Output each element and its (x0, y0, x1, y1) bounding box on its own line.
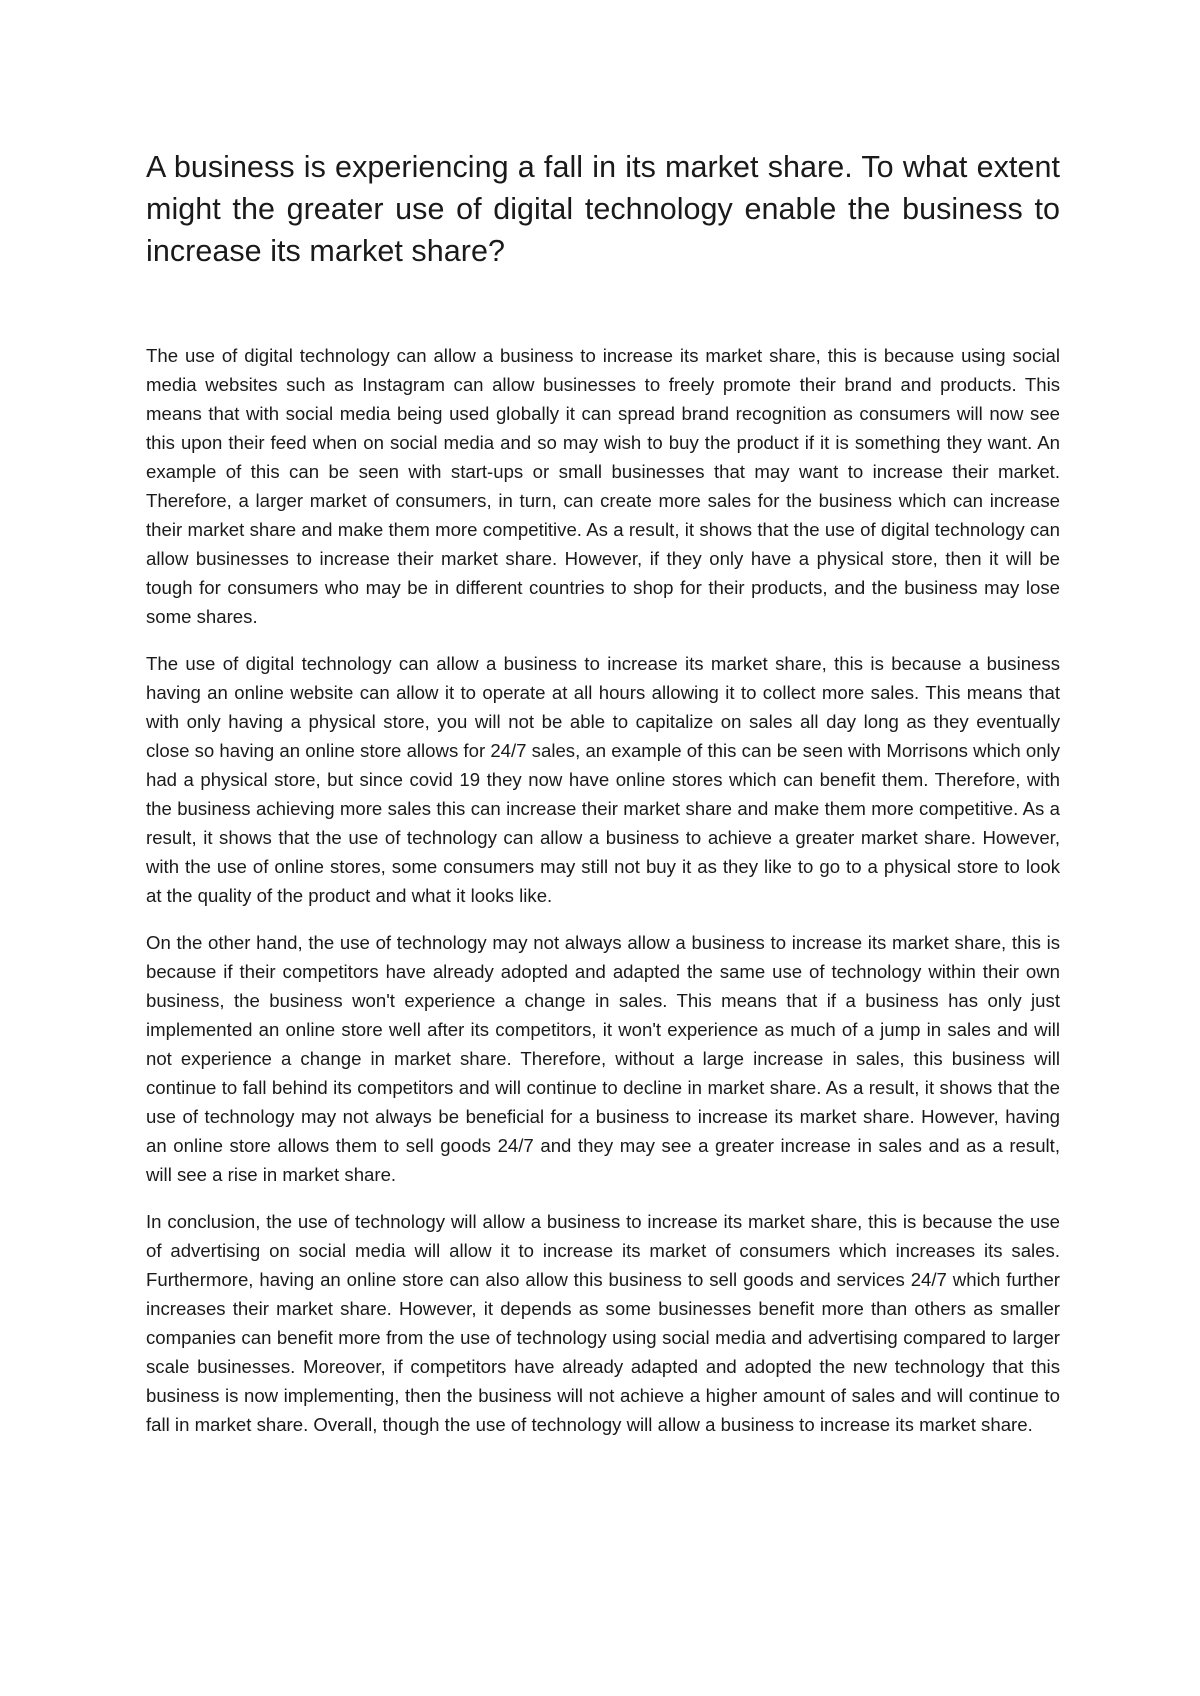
paragraph: The use of digital technology can allow a business to increase its market share, this is because a business having an online website can allow it to operate at all hours allowing it to collect more sales. This means that with only having a physical store, you will not be able to capitalize on sales all day long as they eventually close so having an online store allows for 24/7 sales, an example of this can be seen with Morrisons which only had a physical store, but since covid 19 they now have online stores which can benefit them. Therefore, with the business achieving more sales this can increase their market share and make them more competitive. As a result, it shows that the use of technology can allow a business to achieve a greater market share. However, with the use of online stores, some consumers may still not buy it as they like to go to a physical store to look at the quality of the product and what it looks like. (146, 653, 1060, 906)
paragraph: In conclusion, the use of technology will allow a business to increase its market share, this is because the use of advertising on social media will allow it to increase its market of consumers which increases its sales. Furthermore, having an online store can also allow this business to sell goods and services 24/7 which further increases their market share. However, it depends as some businesses benefit more than others as smaller companies can benefit more from the use of technology using social media and advertising compared to larger scale businesses. Moreover, if competitors have already adapted and adopted the new technology that this business is now implementing, then the business will not achieve a higher amount of sales and will continue to fall in market share. Overall, though the use of technology will allow a business to increase its market share. (146, 1211, 1060, 1435)
document-page (146, 146, 1060, 1457)
document-title: A business is experiencing a fall in its market share. To what extent might the greater use of digital technology enable the business to increase its market share? (146, 150, 1060, 268)
paragraph: The use of digital technology can allow a business to increase its market share, this is because using social media websites such as Instagram can allow businesses to freely promote their brand and products. This means that with social media being used globally it can spread brand recognition as consumers will now see this upon their feed when on social media and so may wish to buy the product if it is something they want. An example of this can be seen with start-ups or small businesses that may want to increase their market. Therefore, a larger market of consumers, in turn, can create more sales for the business which can increase their market share and make them more competitive. As a result, it shows that the use of digital technology can allow businesses to increase their market share. However, if they only have a physical store, then it will be tough for consumers who may be in different countries to shop for their products, and the business may lose some shares. (146, 345, 1060, 627)
document-body (146, 341, 1060, 1439)
paragraph: On the other hand, the use of technology may not always allow a business to increase its market share, this is because if their competitors have already adopted and adapted the same use of technology within their own business, the business won't experience a change in sales. This means that if a business has only just implemented an online store well after its competitors, it won't experience as much of a jump in sales and will not experience a change in market share. Therefore, without a large increase in sales, this business will continue to fall behind its competitors and will continue to decline in market share. As a result, it shows that the use of technology may not always be beneficial for a business to increase its market share. However, having an online store allows them to sell goods 24/7 and they may see a greater increase in sales and as a result, will see a rise in market share. (146, 932, 1060, 1185)
